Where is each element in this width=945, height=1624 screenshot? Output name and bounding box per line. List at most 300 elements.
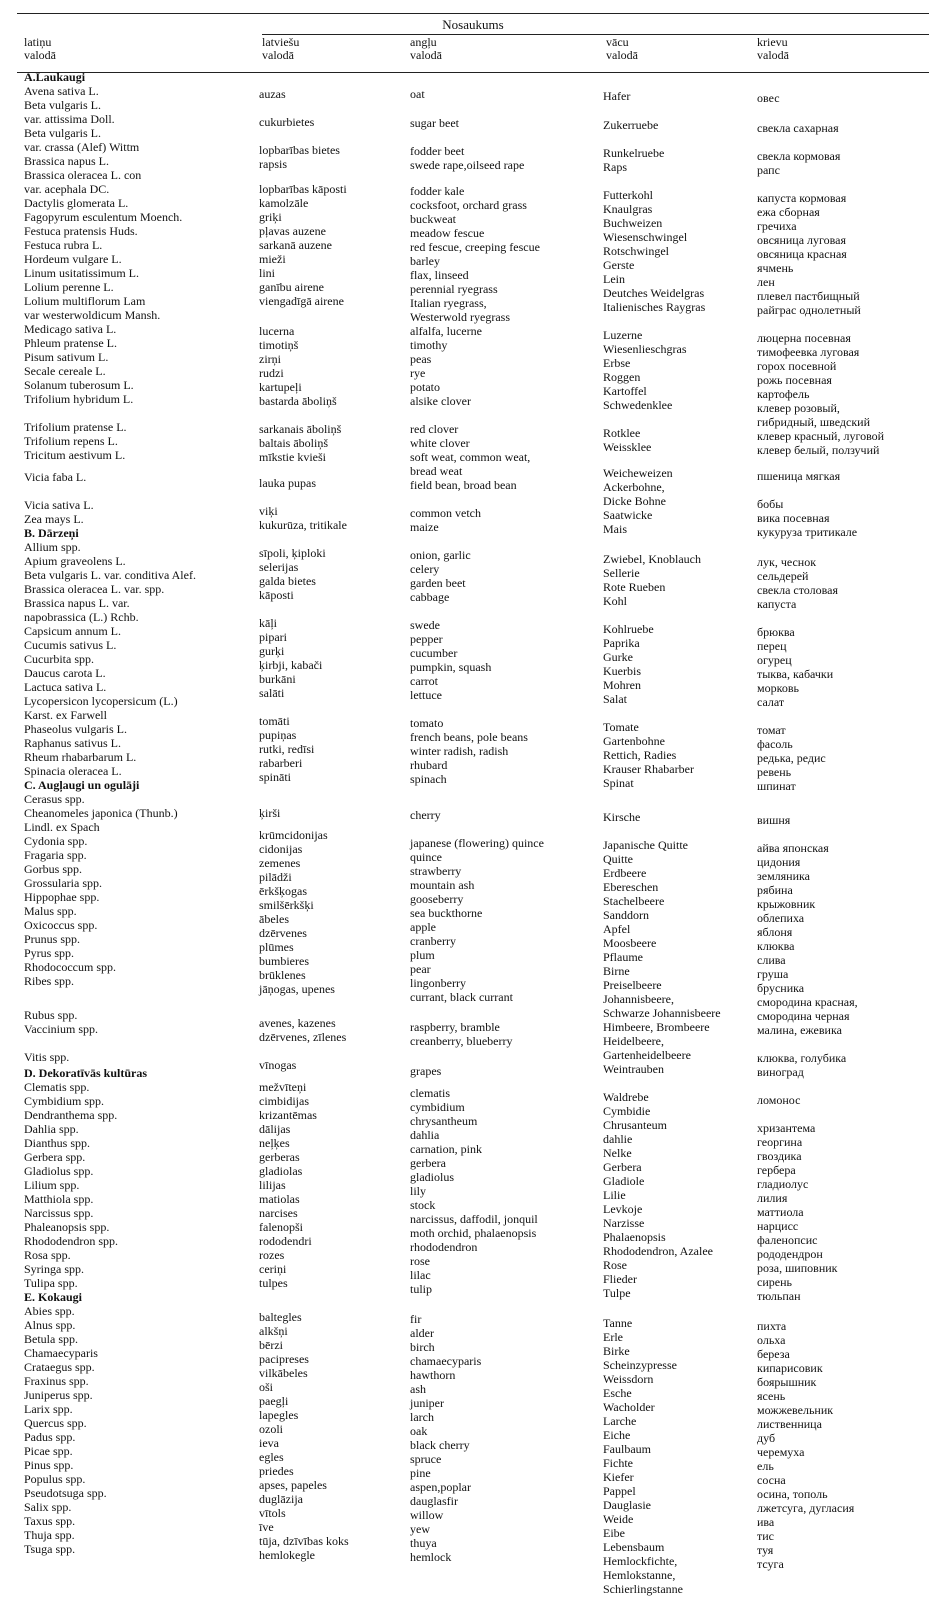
latvian-name: sīpoli, ķiploki: [259, 546, 326, 560]
latin-name: Gorbus spp.: [24, 862, 83, 876]
english-name: hemlock: [410, 1550, 452, 1564]
english-name: lilac: [410, 1268, 431, 1282]
german-name: Roggen: [603, 370, 641, 384]
latvian-name: viķi: [259, 504, 278, 518]
german-name: Pappel: [603, 1484, 636, 1498]
column-header: [262, 36, 299, 62]
german-name: Weissklee: [603, 440, 652, 454]
english-name: gerbera: [410, 1156, 446, 1170]
german-name: Futterkohl: [603, 188, 653, 202]
latin-name: Crataegus spp.: [24, 1360, 95, 1374]
english-name: rye: [410, 366, 426, 380]
latvian-name: paegļi: [259, 1394, 289, 1408]
section-heading: D. Dekoratīvās kultūras: [24, 1066, 148, 1080]
german-name: Kuerbis: [603, 664, 641, 678]
german-name: Schierlingstanne: [603, 1582, 683, 1596]
russian-name: свекла кормовая: [757, 149, 841, 163]
russian-name: рапс: [757, 163, 780, 177]
latvian-name: sarkanā auzene: [259, 238, 332, 252]
russian-name: горох посевной: [757, 359, 837, 373]
english-name: raspberry, bramble: [410, 1020, 500, 1034]
latin-name: Cucumis sativus L.: [24, 638, 117, 652]
german-name: Quitte: [603, 852, 633, 866]
latvian-name: cidonijas: [259, 842, 303, 856]
latin-name: Juniperus spp.: [24, 1388, 93, 1402]
english-name: tomato: [410, 716, 444, 730]
english-name: sugar beet: [410, 116, 459, 130]
german-name: Rettich, Radies: [603, 748, 677, 762]
latin-name: Festuca pratensis Huds.: [24, 224, 138, 238]
latvian-name: krūmcidonijas: [259, 828, 328, 842]
column-header-line: valodā: [606, 48, 638, 62]
latvian-name: cukurbietes: [259, 115, 315, 129]
russian-name: ель: [757, 1459, 774, 1473]
russian-name: можжевельник: [757, 1403, 834, 1417]
latin-name: Syringa spp.: [24, 1262, 84, 1276]
russian-name: роза, шиповник: [757, 1261, 838, 1275]
german-name: Chrusanteum: [603, 1118, 667, 1132]
english-name: dauglasfir: [410, 1494, 458, 1508]
latvian-name: avenes, kazenes: [259, 1016, 336, 1030]
russian-name: сельдерей: [757, 569, 809, 583]
latin-name: Vitis spp.: [24, 1050, 70, 1064]
english-name: cucumber: [410, 646, 458, 660]
german-name: Larche: [603, 1414, 637, 1428]
english-name: field bean, broad bean: [410, 478, 517, 492]
russian-name: ясень: [757, 1389, 786, 1403]
english-name: oak: [410, 1424, 428, 1438]
latvian-name: ķirbji, kabači: [259, 658, 323, 672]
german-name: Levkoje: [603, 1202, 643, 1216]
german-name: Wiesenlieschgras: [603, 342, 687, 356]
russian-name: гибридный, шведский: [757, 415, 870, 429]
english-name: swede: [410, 618, 440, 632]
latin-name: Rheum rhabarbarum L.: [24, 750, 137, 764]
latvian-name: smilšērkšķi: [259, 898, 314, 912]
english-name: sea buckthorne: [410, 906, 483, 920]
column-header-line: krievu: [757, 35, 788, 49]
latvian-name: zemenes: [259, 856, 301, 870]
german-name: Sanddorn: [603, 908, 649, 922]
english-name: alfalfa, lucerne: [410, 324, 482, 338]
russian-name: редька, редис: [757, 751, 826, 765]
russian-name: виноград: [757, 1065, 804, 1079]
english-name: winter radish, radish: [410, 744, 509, 758]
english-name: aspen,poplar: [410, 1480, 471, 1494]
english-name: tulip: [410, 1282, 433, 1296]
english-name: birch: [410, 1340, 435, 1354]
latvian-name: auzas: [259, 87, 286, 101]
german-name: Gerbera: [603, 1160, 642, 1174]
column-header-line: vācu: [606, 35, 629, 49]
russian-name: береза: [757, 1347, 790, 1361]
latin-name: Fraxinus spp.: [24, 1374, 89, 1388]
russian-name: груша: [757, 967, 789, 981]
english-name: Westerwold ryegrass: [410, 310, 511, 324]
russian-name: лиственница: [757, 1417, 822, 1431]
latin-name: Linum usitatissimum L.: [24, 266, 140, 280]
latin-name: Beta vulgaris L.: [24, 98, 101, 112]
latvian-name: kartupeļi: [259, 380, 302, 394]
russian-name: овес: [757, 91, 780, 105]
german-name: Schwedenklee: [603, 398, 673, 412]
latvian-name: mīkstie kvieši: [259, 450, 326, 464]
english-name: cranberry: [410, 934, 456, 948]
latvian-name: pilādži: [259, 870, 292, 884]
english-name: ash: [410, 1382, 426, 1396]
german-name: Dauglasie: [603, 1498, 651, 1512]
latin-name: Vicia faba L.: [24, 470, 87, 484]
english-name: cherry: [410, 808, 441, 822]
english-name: gooseberry: [410, 892, 464, 906]
russian-name: клевер красный, луговой: [757, 429, 885, 443]
latin-name: Zea mays L.: [24, 512, 84, 526]
russian-name: лжетсуга, дугласия: [757, 1501, 855, 1515]
latvian-name: pipari: [259, 630, 287, 644]
russian-name: морковь: [757, 681, 799, 695]
russian-name: лен: [757, 275, 775, 289]
german-name: Tomate: [603, 720, 639, 734]
english-name: buckweat: [410, 212, 456, 226]
german-name: Weicheweizen: [603, 466, 673, 480]
latvian-name: kukurūza, tritikale: [259, 518, 347, 532]
russian-name: тис: [757, 1529, 774, 1543]
latvian-name: dzērvenes, zīlenes: [259, 1030, 347, 1044]
latin-name: Dendranthema spp.: [24, 1108, 118, 1122]
latin-name: Abies spp.: [24, 1304, 75, 1318]
german-name: Paprika: [603, 636, 640, 650]
latin-name: Ribes spp.: [24, 974, 75, 988]
latvian-name: timotiņš: [259, 338, 299, 352]
russian-name: райграс однолетный: [757, 303, 861, 317]
german-name: Italienisches Raygras: [603, 300, 706, 314]
russian-name: земляника: [757, 869, 810, 883]
english-name: spinach: [410, 772, 447, 786]
german-name: Rote Rueben: [603, 580, 666, 594]
russian-name: рябина: [757, 883, 793, 897]
russian-name: слива: [757, 953, 786, 967]
german-name: Birke: [603, 1344, 630, 1358]
latin-name: Gerbera spp.: [24, 1150, 86, 1164]
latin-name: Matthiola spp.: [24, 1192, 94, 1206]
latin-name: Avena sativa L.: [24, 84, 99, 98]
latin-name: Pyrus spp.: [24, 946, 75, 960]
english-name: perennial ryegrass: [410, 282, 498, 296]
latvian-name: jāņogas, upenes: [259, 982, 335, 996]
german-name: Tanne: [603, 1316, 633, 1330]
latin-name: Cucurbita spp.: [24, 652, 94, 666]
russian-name: маттиола: [757, 1205, 804, 1219]
latin-name: Tsuga spp.: [24, 1542, 76, 1556]
latin-name: Taxus spp.: [24, 1514, 76, 1528]
russian-name: клюква: [757, 939, 795, 953]
latvian-name: burkāni: [259, 672, 296, 686]
english-name: alsike clover: [410, 394, 471, 408]
german-name: Deutches Weidelgras: [603, 286, 705, 300]
german-name: Erdbeere: [603, 866, 647, 880]
german-name: Zwiebel, Knoblauch: [603, 552, 701, 566]
german-name: Buchweizen: [603, 216, 663, 230]
english-name: cocksfoot, orchard grass: [410, 198, 527, 212]
header-rule: [17, 72, 929, 73]
russian-name: цидония: [757, 855, 801, 869]
english-name: onion, garlic: [410, 548, 471, 562]
latin-name: Beta vulgaris L.: [24, 126, 101, 140]
latin-name: Gladiolus spp.: [24, 1164, 94, 1178]
latin-name: Secale cereale L.: [24, 364, 106, 378]
latvian-name: narcises: [259, 1206, 298, 1220]
english-name: barley: [410, 254, 440, 268]
english-name: carrot: [410, 674, 438, 688]
latin-name: Quercus spp.: [24, 1416, 87, 1430]
latin-name: Pisum sativum L.: [24, 350, 109, 364]
german-name: Kartoffel: [603, 384, 647, 398]
english-name: pepper: [410, 632, 443, 646]
latin-name: Prunus spp.: [24, 932, 81, 946]
german-name: Apfel: [603, 922, 631, 936]
latin-name: Cerasus spp.: [24, 792, 85, 806]
latin-name: var. attissima Doll.: [24, 112, 115, 126]
latvian-name: rabarberi: [259, 756, 303, 770]
latin-name: Rosa spp.: [24, 1248, 71, 1262]
german-name: Scheinzypresse: [603, 1358, 677, 1372]
latin-name: Picae spp.: [24, 1444, 73, 1458]
latin-name: Vicia sativa L.: [24, 498, 94, 512]
english-name: celery: [410, 562, 440, 576]
german-name: Mais: [603, 522, 627, 536]
russian-name: шпинат: [757, 779, 796, 793]
german-name: Narzisse: [603, 1216, 645, 1230]
english-name: japanese (flowering) quince: [410, 836, 544, 850]
russian-name: рододендрон: [757, 1247, 823, 1261]
latvian-name: ieva: [259, 1436, 279, 1450]
russian-name: капуста: [757, 597, 797, 611]
english-name: mountain ash: [410, 878, 475, 892]
latin-name: Daucus carota L.: [24, 666, 106, 680]
latvian-name: lauka pupas: [259, 476, 316, 490]
latvian-name: kāposti: [259, 588, 294, 602]
latin-name: Brassica oleracea L. var. spp.: [24, 582, 165, 596]
latin-name: Solanum tuberosum L.: [24, 378, 134, 392]
latvian-name: salāti: [259, 686, 285, 700]
german-name: Wacholder: [603, 1400, 655, 1414]
latin-name: Medicago sativa L.: [24, 322, 117, 336]
latvian-name: oši: [259, 1380, 274, 1394]
german-name: Gladiole: [603, 1174, 645, 1188]
latin-name: Karst. ex Farwell: [24, 708, 107, 722]
russian-name: перец: [757, 639, 787, 653]
latvian-name: plūmes: [259, 940, 294, 954]
russian-name: фаленопсис: [757, 1233, 818, 1247]
german-name: Pflaume: [603, 950, 643, 964]
english-name: willow: [410, 1508, 444, 1522]
german-name: Stachelbeere: [603, 894, 665, 908]
german-name: Salat: [603, 692, 627, 706]
latin-name: var. acephala DC.: [24, 182, 110, 196]
russian-name: смородина черная: [757, 1009, 850, 1023]
german-name: Kirsche: [603, 810, 641, 824]
english-name: creanberry, blueberry: [410, 1034, 513, 1048]
german-name: Gerste: [603, 258, 635, 272]
german-name: Krauser Rhabarber: [603, 762, 694, 776]
english-name: swede rape,oilseed rape: [410, 158, 525, 172]
english-name: carnation, pink: [410, 1142, 482, 1156]
german-name: Wiesenschwingel: [603, 230, 688, 244]
latin-name: Lactuca sativa L.: [24, 680, 107, 694]
latin-name: Populus spp.: [24, 1472, 86, 1486]
latin-name: Pinus spp.: [24, 1458, 74, 1472]
latin-name: Beta vulgaris L. var. conditiva Alef.: [24, 568, 196, 582]
column-header-line: angļu: [410, 35, 437, 49]
latin-name: Trifolium pratense L.: [24, 420, 127, 434]
latin-name: Phleum pratense L.: [24, 336, 117, 350]
latvian-name: vīnogas: [259, 1058, 297, 1072]
german-name: Tulpe: [603, 1286, 631, 1300]
russian-name: тимофеевка луговая: [757, 345, 860, 359]
russian-name: люцерна посевная: [757, 331, 851, 345]
latin-name: Brassica napus L.: [24, 154, 109, 168]
english-name: rhubard: [410, 758, 448, 772]
german-name: Faulbaum: [603, 1442, 651, 1456]
column-header-line: latiņu: [24, 35, 52, 49]
russian-name: тыква, кабачки: [757, 667, 834, 681]
german-name: Zukerruebe: [603, 118, 659, 132]
russian-name: нарцисс: [757, 1219, 799, 1233]
russian-name: сосна: [757, 1473, 786, 1487]
english-name: lingonberry: [410, 976, 466, 990]
latvian-name: lilijas: [259, 1178, 286, 1192]
russian-name: ива: [757, 1515, 775, 1529]
latin-name: Thuja spp.: [24, 1528, 75, 1542]
section-heading: E. Kokaugi: [24, 1290, 83, 1304]
english-name: red clover: [410, 422, 459, 436]
german-name: Knaulgras: [603, 202, 653, 216]
latin-name: Dactylis glomerata L.: [24, 196, 129, 210]
latin-name: Salix spp.: [24, 1500, 72, 1514]
german-name: Rose: [603, 1258, 627, 1272]
english-name: rhododendron: [410, 1240, 478, 1254]
latvian-name: ķirši: [259, 806, 281, 820]
latvian-name: sarkanais āboliņš: [259, 422, 342, 436]
german-name: Sellerie: [603, 566, 640, 580]
english-name: plum: [410, 948, 435, 962]
russian-name: фасоль: [757, 737, 793, 751]
german-name: Eiche: [603, 1428, 631, 1442]
latvian-name: rutki, redīsi: [259, 742, 315, 756]
latvian-name: neļķes: [259, 1136, 290, 1150]
latvian-name: gladiolas: [259, 1164, 303, 1178]
english-name: narcissus, daffodil, jonquil: [410, 1212, 538, 1226]
german-name: Kiefer: [603, 1470, 634, 1484]
english-name: lettuce: [410, 688, 442, 702]
latvian-name: lapegles: [259, 1408, 299, 1422]
english-name: cabbage: [410, 590, 450, 604]
column-header-line: latviešu: [262, 35, 300, 49]
english-name: maize: [410, 520, 439, 534]
top-rule: [17, 13, 929, 14]
russian-name: яблоня: [757, 925, 793, 939]
english-name: fodder beet: [410, 144, 465, 158]
german-name: Fichte: [603, 1456, 633, 1470]
latin-name: Allium spp.: [24, 540, 81, 554]
english-name: fir: [410, 1312, 422, 1326]
english-name: meadow fescue: [410, 226, 485, 240]
russian-name: ячмень: [757, 261, 794, 275]
section-heading: C. Augļaugi un ogulāji: [24, 778, 140, 792]
russian-name: смородина красная,: [757, 995, 858, 1009]
column-header-line: valodā: [757, 48, 789, 62]
latvian-name: tulpes: [259, 1276, 288, 1290]
english-name: quince: [410, 850, 442, 864]
english-name: white clover: [410, 436, 470, 450]
russian-name: хризантема: [757, 1121, 816, 1135]
latin-name: Hordeum vulgare L.: [24, 252, 122, 266]
english-name: alder: [410, 1326, 434, 1340]
german-name: Luzerne: [603, 328, 643, 342]
latvian-name: bērzi: [259, 1338, 283, 1352]
russian-name: вишня: [757, 813, 791, 827]
latin-name: napobrassica (L.) Rchb.: [24, 610, 139, 624]
english-name: oat: [410, 87, 425, 101]
german-name: Dicke Bohne: [603, 494, 666, 508]
english-name: common vetch: [410, 506, 481, 520]
german-name: Ebereschen: [603, 880, 659, 894]
english-name: apple: [410, 920, 436, 934]
latin-name: Cydonia spp.: [24, 834, 88, 848]
russian-name: айва японская: [757, 841, 829, 855]
german-name: Waldrebe: [603, 1090, 649, 1104]
russian-name: ревень: [757, 765, 792, 779]
latvian-name: ērkšķogas: [259, 884, 307, 898]
russian-name: боярышник: [757, 1375, 817, 1389]
english-name: spruce: [410, 1452, 442, 1466]
english-name: chamaecyparis: [410, 1354, 482, 1368]
latvian-name: kāļi: [259, 616, 277, 630]
latin-name: Chamaecyparis: [24, 1346, 98, 1360]
german-name: Johannisbeere,: [603, 992, 674, 1006]
english-name: fodder kale: [410, 184, 465, 198]
russian-name: лук, чеснок: [757, 555, 817, 569]
latvian-name: alkšņi: [259, 1324, 288, 1338]
latin-name: Oxicoccus spp.: [24, 918, 98, 932]
russian-name: георгина: [757, 1135, 803, 1149]
english-name: stock: [410, 1198, 436, 1212]
latvian-name: ozoli: [259, 1422, 283, 1436]
latin-name: Brassica oleracea L. con: [24, 168, 142, 182]
latin-name: Lycopersicon lycopersicum (L.): [24, 694, 178, 708]
latvian-name: baltegles: [259, 1310, 302, 1324]
latvian-name: gurķi: [259, 644, 285, 658]
german-name: Gartenheidelbeere: [603, 1048, 691, 1062]
english-name: clematis: [410, 1086, 450, 1100]
english-name: red fescue, creeping fescue: [410, 240, 540, 254]
english-name: peas: [410, 352, 432, 366]
russian-name: огурец: [757, 653, 792, 667]
latvian-name: brūklenes: [259, 968, 306, 982]
russian-name: брусника: [757, 981, 805, 995]
russian-name: осина, тополь: [757, 1487, 828, 1501]
column-header-line: valodā: [410, 48, 442, 62]
latvian-name: hemlokegle: [259, 1548, 315, 1562]
latvian-name: griķi: [259, 210, 282, 224]
latvian-name: galda bietes: [259, 574, 316, 588]
russian-name: сирень: [757, 1275, 792, 1289]
latvian-name: matiolas: [259, 1192, 300, 1206]
latvian-name: bastarda āboliņš: [259, 394, 337, 408]
german-name: Lein: [603, 272, 625, 286]
latvian-name: lucerna: [259, 324, 295, 338]
latvian-name: kamolzāle: [259, 196, 309, 210]
